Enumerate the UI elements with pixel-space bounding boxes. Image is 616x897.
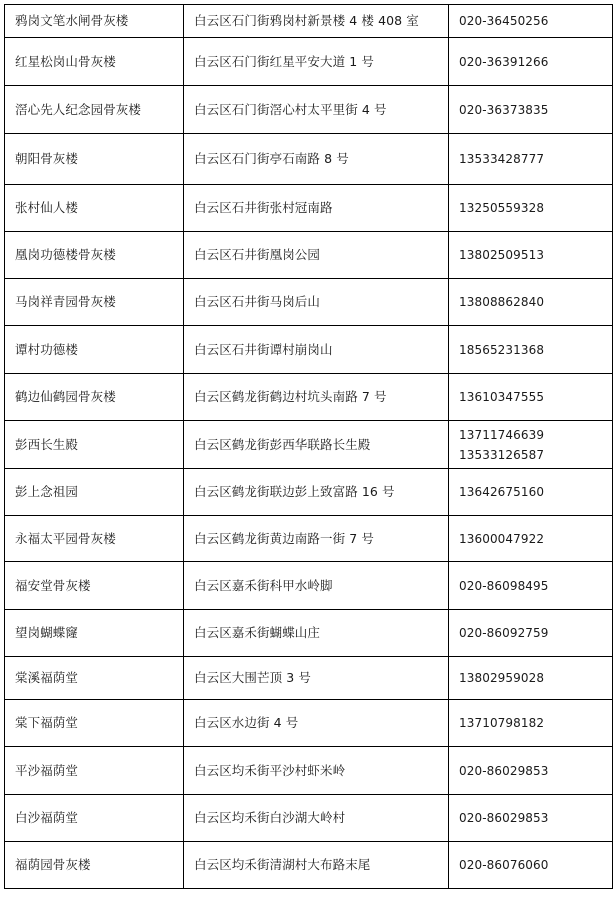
table-body bbox=[5, 5, 613, 889]
cell-name: 谭村功德楼 bbox=[5, 326, 184, 374]
table-row bbox=[5, 374, 613, 421]
cell-phone bbox=[449, 279, 613, 326]
cell-phone bbox=[449, 747, 613, 795]
cell-address: 白云区鹤龙街联边彭上致富路 16 号 bbox=[184, 469, 449, 516]
cell-address: 白云区嘉禾街科甲水岭脚 bbox=[184, 562, 449, 610]
phone-number: 020-86092759 bbox=[459, 626, 549, 640]
phone-number: 18565231368 bbox=[459, 342, 545, 357]
cell-address: 白云区嘉禾街蝴蝶山庄 bbox=[184, 610, 449, 657]
cell-name: 棠溪福荫堂 bbox=[5, 657, 184, 700]
cell-phone bbox=[449, 232, 613, 279]
cell-name: 马岗祥青园骨灰楼 bbox=[5, 279, 184, 326]
cell-address: 白云区石井街谭村崩岗山 bbox=[184, 326, 449, 374]
cell-name: 永福太平园骨灰楼 bbox=[5, 516, 184, 562]
table-row bbox=[5, 516, 613, 562]
table-row bbox=[5, 747, 613, 795]
cell-address: 白云区石门街鸦岗村新景楼 4 楼 408 室 bbox=[184, 5, 449, 38]
cell-phone bbox=[449, 134, 613, 185]
phone-number: 13533126587 bbox=[459, 447, 545, 462]
cell-phone bbox=[449, 421, 613, 469]
phone-number: 020-86098495 bbox=[459, 578, 549, 593]
phone-number: 13711746639 bbox=[459, 427, 545, 442]
phone-number: 13710798182 bbox=[459, 716, 545, 730]
cell-address: 白云区均禾街平沙村虾米岭 bbox=[184, 747, 449, 795]
cell-name: 棠下福荫堂 bbox=[5, 700, 184, 747]
cell-address: 白云区石井街张村冠南路 bbox=[184, 185, 449, 232]
table-row bbox=[5, 86, 613, 134]
phone-number: 020-86029853 bbox=[459, 811, 549, 825]
cell-address: 白云区大围芒顶 3 号 bbox=[184, 657, 449, 700]
phone-number: 13642675160 bbox=[459, 485, 545, 499]
cell-phone bbox=[449, 86, 613, 134]
cell-name: 鹤边仙鹤园骨灰楼 bbox=[5, 374, 184, 421]
cell-address: 白云区石门街亭石南路 8 号 bbox=[184, 134, 449, 185]
cell-name: 白沙福荫堂 bbox=[5, 795, 184, 842]
table-row bbox=[5, 38, 613, 86]
cell-address: 白云区石井街凰岗公园 bbox=[184, 232, 449, 279]
phone-number: 13802509513 bbox=[459, 248, 545, 262]
cell-address: 白云区均禾街清湖村大布路末尾 bbox=[184, 842, 449, 889]
table-row bbox=[5, 469, 613, 516]
cell-phone bbox=[449, 657, 613, 700]
table-row bbox=[5, 562, 613, 610]
phone-number: 020-36373835 bbox=[459, 102, 549, 117]
cell-phone bbox=[449, 326, 613, 374]
cell-address: 白云区鹤龙街鹤边村坑头南路 7 号 bbox=[184, 374, 449, 421]
table-row bbox=[5, 842, 613, 889]
table-row bbox=[5, 5, 613, 38]
cell-phone bbox=[449, 5, 613, 38]
table-row bbox=[5, 657, 613, 700]
phone-number: 13250559328 bbox=[459, 201, 545, 215]
table-row bbox=[5, 232, 613, 279]
table-row bbox=[5, 134, 613, 185]
cell-name: 鸦岗文笔水闸骨灰楼 bbox=[5, 5, 184, 38]
cell-phone bbox=[449, 38, 613, 86]
cell-address: 白云区石门街红星平安大道 1 号 bbox=[184, 38, 449, 86]
cell-phone bbox=[449, 185, 613, 232]
phone-number: 13600047922 bbox=[459, 531, 545, 546]
cell-phone bbox=[449, 469, 613, 516]
cell-phone bbox=[449, 374, 613, 421]
cell-phone bbox=[449, 610, 613, 657]
phone-number: 020-36450256 bbox=[459, 14, 549, 28]
cell-phone bbox=[449, 516, 613, 562]
cell-name: 福安堂骨灰楼 bbox=[5, 562, 184, 610]
cell-name: 张村仙人楼 bbox=[5, 185, 184, 232]
cell-phone bbox=[449, 562, 613, 610]
phone-number: 13610347555 bbox=[459, 390, 545, 404]
phone-number: 13802959028 bbox=[459, 671, 545, 685]
columbarium-table bbox=[4, 4, 613, 889]
cell-address: 白云区水边街 4 号 bbox=[184, 700, 449, 747]
phone-number: 020-36391266 bbox=[459, 54, 549, 69]
cell-address: 白云区鹤龙街黄边南路一街 7 号 bbox=[184, 516, 449, 562]
cell-name: 滘心先人纪念园骨灰楼 bbox=[5, 86, 184, 134]
cell-address: 白云区鹤龙街彭西华联路长生殿 bbox=[184, 421, 449, 469]
table-row bbox=[5, 700, 613, 747]
cell-address: 白云区石门街滘心村太平里街 4 号 bbox=[184, 86, 449, 134]
cell-address: 白云区石井街马岗后山 bbox=[184, 279, 449, 326]
cell-name: 红星松岗山骨灰楼 bbox=[5, 38, 184, 86]
cell-name: 朝阳骨灰楼 bbox=[5, 134, 184, 185]
phone-number: 13533428777 bbox=[459, 152, 545, 166]
table-row bbox=[5, 279, 613, 326]
cell-name: 凰岗功德楼骨灰楼 bbox=[5, 232, 184, 279]
phone-number: 13808862840 bbox=[459, 295, 545, 309]
table-row bbox=[5, 795, 613, 842]
cell-address: 白云区均禾街白沙湖大岭村 bbox=[184, 795, 449, 842]
cell-name: 平沙福荫堂 bbox=[5, 747, 184, 795]
cell-phone bbox=[449, 795, 613, 842]
table-row bbox=[5, 610, 613, 657]
cell-phone bbox=[449, 842, 613, 889]
phone-number: 020-86029853 bbox=[459, 763, 549, 778]
phone-number: 020-86076060 bbox=[459, 858, 549, 872]
cell-name: 彭上念祖园 bbox=[5, 469, 184, 516]
cell-name: 彭西长生殿 bbox=[5, 421, 184, 469]
table-row bbox=[5, 326, 613, 374]
table-row bbox=[5, 421, 613, 469]
cell-phone bbox=[449, 700, 613, 747]
table-row bbox=[5, 185, 613, 232]
cell-name: 福荫园骨灰楼 bbox=[5, 842, 184, 889]
cell-name: 望岗蝴蝶窿 bbox=[5, 610, 184, 657]
